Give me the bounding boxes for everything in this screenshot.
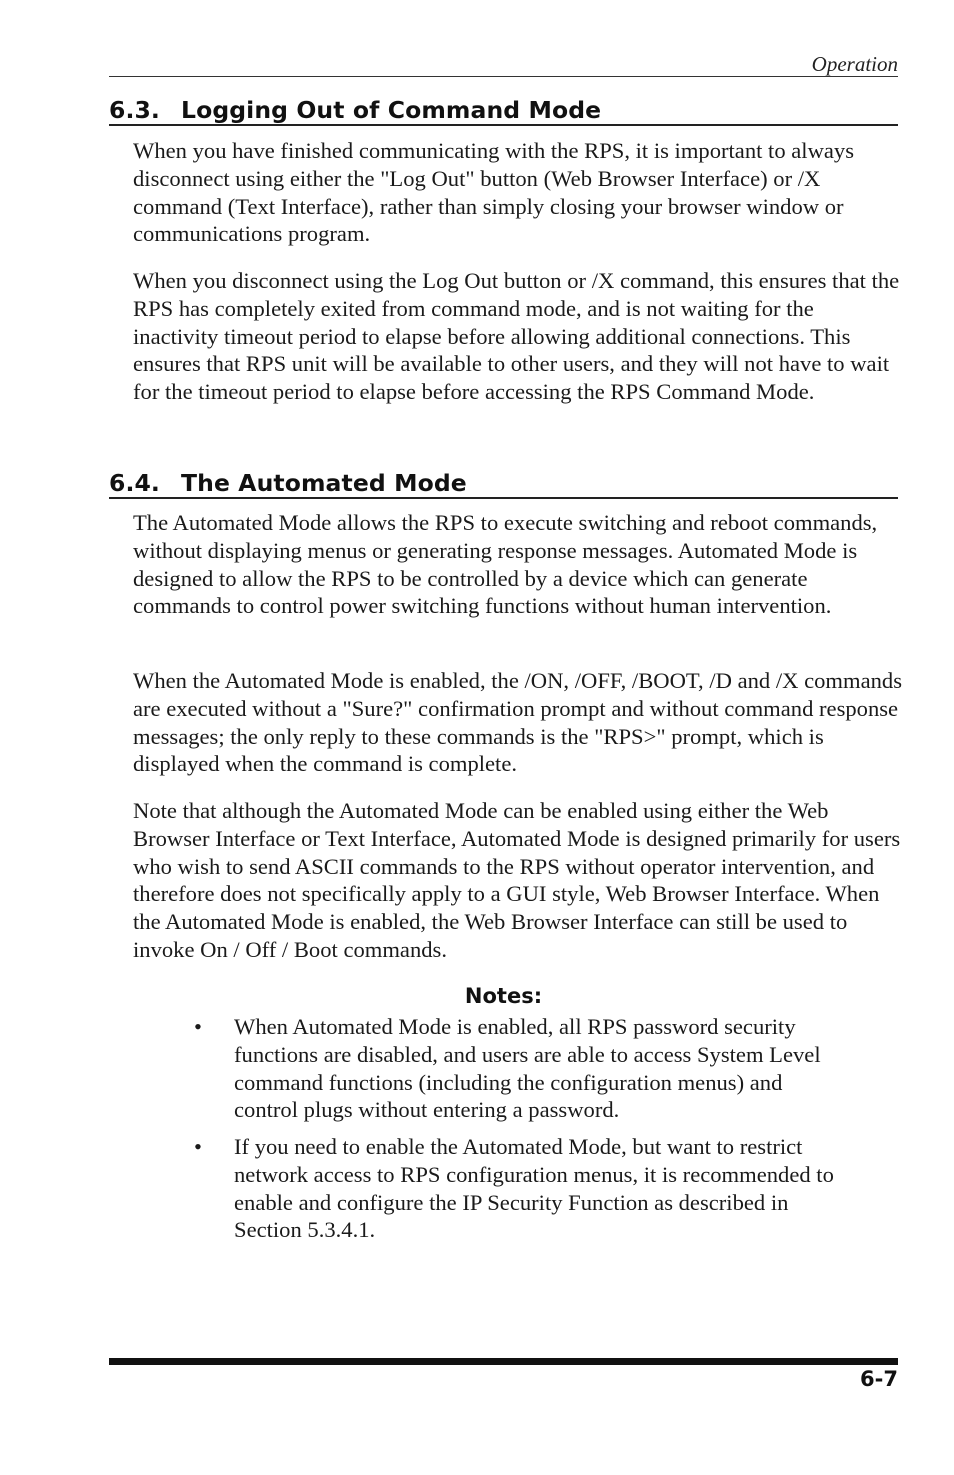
section-number: 6.3. (109, 96, 160, 124)
paragraph: Note that although the Automated Mode can be enabled using either the Web Browser Interface or Text Interface, Automated Mode is designed primarily for users who wish to send ASCII commands to the RPS without operator intervention, and therefore does not specifically apply to a GUI style, Web Browser Interface. When the Automated Mode is enabled, the Web Browser Interface can still be used to invoke On / Off / Boot commands. (133, 798, 901, 962)
section-heading-6-3 (109, 96, 898, 126)
document-page (109, 0, 902, 1475)
bullet-icon: • (194, 1014, 202, 1039)
paragraph: The Automated Mode allows the RPS to execute switching and reboot commands, without displaying menus or generating response messages. Automated Mode is designed to allow the RPS to be controlled by a device which can generate commands to control power switching functions without human intervention. (133, 510, 878, 619)
running-header: Operation (811, 52, 898, 76)
section-title: Logging Out of Command Mode (181, 96, 602, 124)
footer-rule (109, 1358, 898, 1365)
paragraph: When you disconnect using the Log Out button or /X command, this ensures that the RPS has completely exited from command mode, and is not waiting for the inactivity timeout period to elapse before allowing additional connections. This ensures that RPS unit will be available to other users, and they will not have to wait for the timeout period to elapse before accessing the RPS Command Mode. (133, 268, 900, 405)
header-rule (109, 76, 898, 77)
paragraph: When you have finished communicating with the RPS, it is important to always disconnect using either the "Log Out" button (Web Browser Interface) or /X command (Text Interface), rather than simply closing your browser window or communications program. (133, 138, 855, 247)
paragraph: When the Automated Mode is enabled, the /ON, /OFF, /BOOT, /D and /X commands are executed without a "Sure?" confirmation prompt and without command response messages; the only reply to these commands is the "RPS>" prompt, which is displayed when the command is complete. (133, 668, 902, 777)
note-text: If you need to enable the Automated Mode, but want to restrict network access to RPS configuration menus, it is recommended to enable and configure the IP Security Function as described in Section 5.3.4.1. (234, 1134, 834, 1243)
notes-title: Notes: (464, 984, 543, 1008)
section-number: 6.4. (109, 469, 160, 497)
section-heading-6-4 (109, 469, 898, 499)
note-text: When Automated Mode is enabled, all RPS password security functions are disabled, and users are able to access System Level command functions (including the configuration menus) and control plugs without entering a password. (234, 1014, 821, 1123)
section-title: The Automated Mode (181, 469, 467, 497)
page-number: 6-7 (860, 1367, 898, 1391)
bullet-icon: • (194, 1134, 202, 1159)
